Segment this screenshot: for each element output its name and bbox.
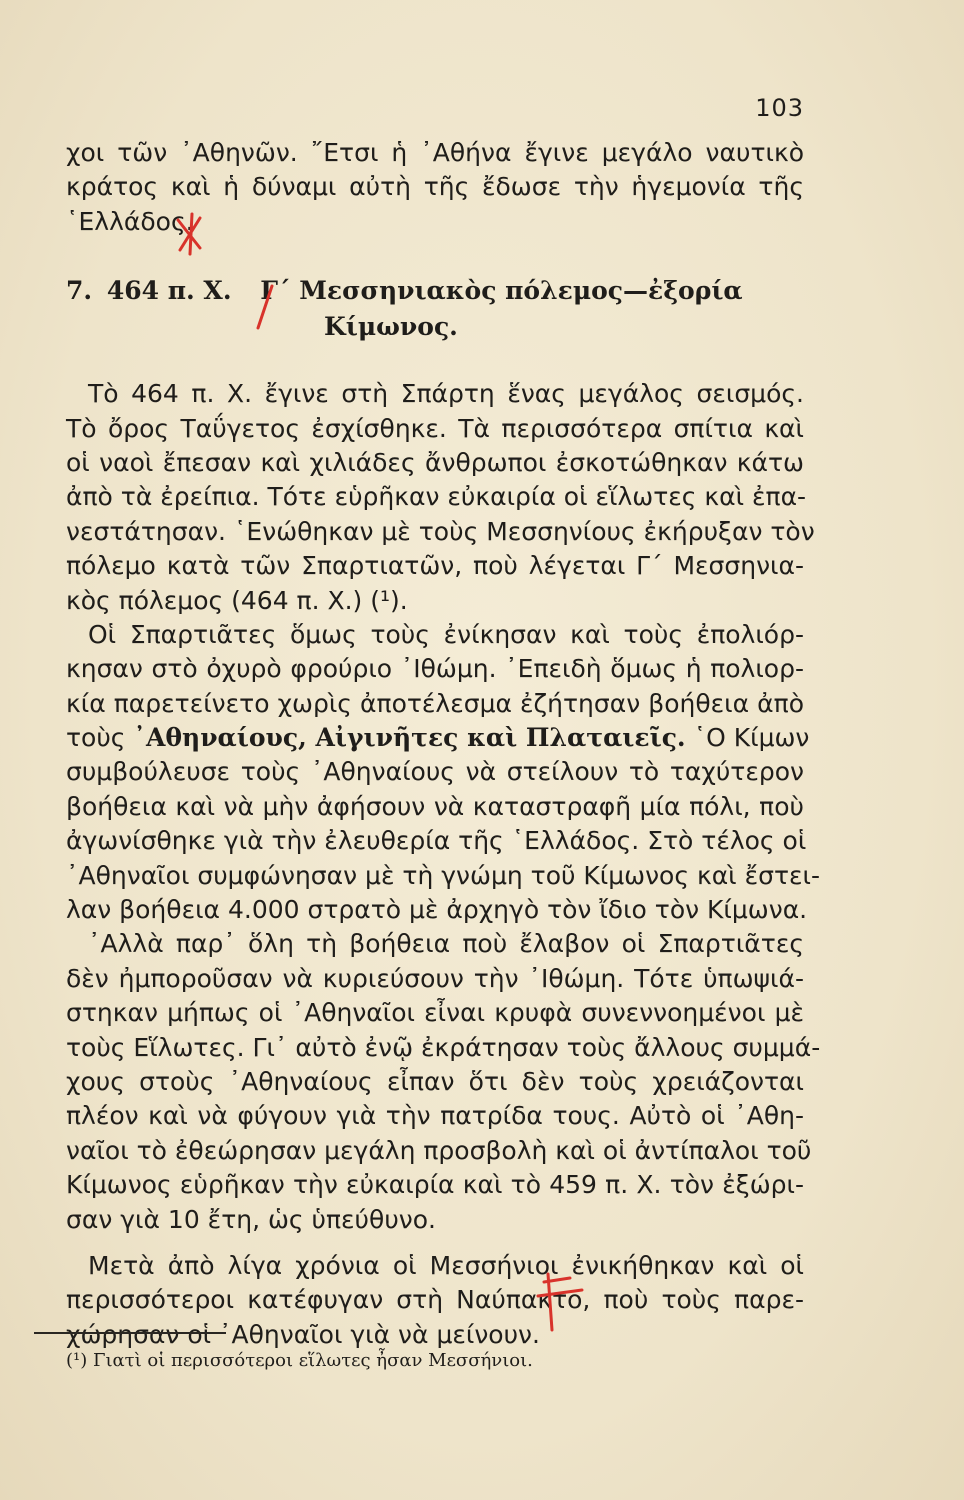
section-number: 7.	[66, 276, 93, 306]
text-line: σαν γιὰ 10 ἔτη, ὡς ὑπεύθυνο.	[66, 1204, 436, 1234]
paragraph	[66, 1249, 804, 1352]
text-line: κὸς πόλεμος (464 π. Χ.) (¹).	[66, 585, 408, 615]
page-number: 103	[755, 94, 804, 122]
text-line: ναῖοι τὸ ἐθεώρησαν μεγάλη προσβολὴ καὶ οἱ ἀντίπαλοι τοῦ	[66, 1135, 812, 1165]
text-line: Κίμωνος εὑρῆκαν τὴν εὐκαιρία καὶ τὸ 459 π. Χ. τὸν ἐξώρι-	[66, 1170, 804, 1200]
red-pen-slash-icon	[250, 284, 280, 330]
text-segment: τοὺς	[66, 723, 126, 753]
text-line: οἱ ναοὶ ἔπεσαν καὶ χιλιάδες ἄνθρωποι ἐσκοτώθηκαν κάτω	[66, 447, 804, 477]
paragraph	[66, 618, 820, 928]
red-pen-cross-icon	[534, 1266, 588, 1334]
paragraph	[66, 927, 821, 1237]
text-line: Οἱ Σπαρτιᾶτες ὅμως τοὺς ἐνίκησαν καὶ τοὺς ἐπολιόρ-	[88, 619, 804, 649]
text-line: ῾Ελλάδος.	[66, 206, 194, 236]
text-line: Τὸ 464 π. Χ. ἔγινε στὴ Σπάρτη ἕνας μεγάλος σεισμός.	[88, 379, 804, 409]
text-line-with-bold	[66, 721, 810, 755]
text-line: κράτος καὶ ἡ δύναμι αὐτὴ τῆς ἔδωσε τὴν ἡγεμονία τῆς	[66, 172, 804, 202]
body-text	[66, 136, 821, 1352]
paragraph	[66, 377, 815, 618]
text-line: κησαν στὸ ὀχυρὸ φρούριο ᾿Ιθώμη. ᾿Επειδὴ ὅμως ἡ πολιορ-	[66, 654, 804, 684]
text-line: ἀγωνίσθηκε γιὰ τὴν ἐλευθερία τῆς ῾Ελλάδος. Στὸ τέλος οἱ	[66, 826, 807, 856]
text-line: χους στοὺς ᾿Αθηναίους εἶπαν ὅτι δὲν τοὺς χρειάζονται	[66, 1066, 804, 1096]
text-line: στηκαν μήπως οἱ ᾿Αθηναῖοι εἶναι κρυφὰ συνεννοημένοι μὲ	[66, 998, 804, 1028]
text-line: κία παρετείνετο χωρὶς ἀποτέλεσμα ἐζήτησαν βοήθεια ἀπὸ	[66, 688, 804, 718]
text-line: ἀπὸ τὰ ἐρείπια. Τότε εὑρῆκαν εὐκαιρία οἱ εἵλωτες καὶ ἐπα-	[66, 482, 807, 512]
text-line: λαν βοήθεια 4.000 στρατὸ μὲ ἀρχηγὸ τὸν ἴδιο τὸν Κίμωνα.	[66, 895, 808, 925]
section-title-line1: Γ΄ Μεσσηνιακὸς πόλεμος—ἐξορία	[260, 276, 743, 306]
footnote: (¹) Γιατὶ οἱ περισσότεροι εἵλωτες ἦσαν Μεσσήνιοι.	[66, 1350, 533, 1371]
text-line: Μετὰ ἀπὸ λίγα χρόνια οἱ Μεσσήνιοι ἐνικήθηκαν καὶ οἱ	[88, 1250, 804, 1280]
text-line: χοι τῶν ᾿Αθηνῶν. ῎Ετσι ἡ ᾿Αθήνα ἔγινε μεγάλο ναυτικὸ	[66, 138, 804, 167]
text-line: νεστάτησαν. ῾Ενώθηκαν μὲ τοὺς Μεσσηνίους ἐκήρυξαν τὸν	[66, 516, 815, 546]
section-title-line2: Κίμωνος.	[324, 312, 458, 342]
footnote-divider	[34, 1332, 226, 1334]
section-date: 464 π. Χ.	[106, 276, 232, 306]
text-segment: ῾Ο Κίμων	[693, 723, 810, 753]
text-line: Τὸ ὄρος Ταΰγετος ἐσχίσθηκε. Τὰ περισσότερα σπίτια καὶ	[66, 413, 804, 443]
text-line: χώρησαν οἱ ᾿Αθηναῖοι γιὰ νὰ μείνουν.	[66, 1319, 540, 1349]
text-line: ᾿Αλλὰ παρ᾿ ὅλη τὴ βοήθεια ποὺ ἔλαβον οἱ Σπαρτιᾶτες	[88, 929, 804, 959]
text-line: δὲν ἠμποροῦσαν νὰ κυριεύσουν τὴν ᾿Ιθώμη. Τότε ὑπωψιά-	[66, 963, 804, 993]
section-heading	[66, 273, 804, 345]
text-line: βοήθεια καὶ νὰ μὴν ἀφήσουν νὰ καταστραφῆ μία πόλι, ποὺ	[66, 791, 804, 821]
text-line: περισσότεροι κατέφυγαν στὴ Ναύπακτο, ποὺ τοὺς παρε-	[66, 1285, 804, 1315]
text-line: τοὺς Εἵλωτες. Γι᾿ αὐτὸ ἐνῷ ἐκράτησαν τοὺς ἄλλους συμμά-	[66, 1032, 821, 1062]
text-line: πόλεμο κατὰ τῶν Σπαρτιατῶν, ποὺ λέγεται Γ΄ Μεσσηνια-	[66, 551, 804, 581]
text-line: πλέον καὶ νὰ φύγουν γιὰ τὴν πατρίδα τους. Αὐτὸ οἱ ᾿Αθη-	[66, 1101, 804, 1131]
text-line: συμβούλευσε τοὺς ᾿Αθηναίους νὰ στείλουν τὸ ταχύτερον	[66, 757, 804, 787]
text-line: ᾿Αθηναῖοι συμφώνησαν μὲ τὴ γνώμη τοῦ Κίμωνος καὶ ἔστει-	[66, 860, 820, 890]
bold-segment: ᾿Αθηναίους, Αἰγινῆτες καὶ Πλαταιεῖς.	[133, 723, 686, 753]
red-pen-mark-icon	[170, 212, 210, 256]
